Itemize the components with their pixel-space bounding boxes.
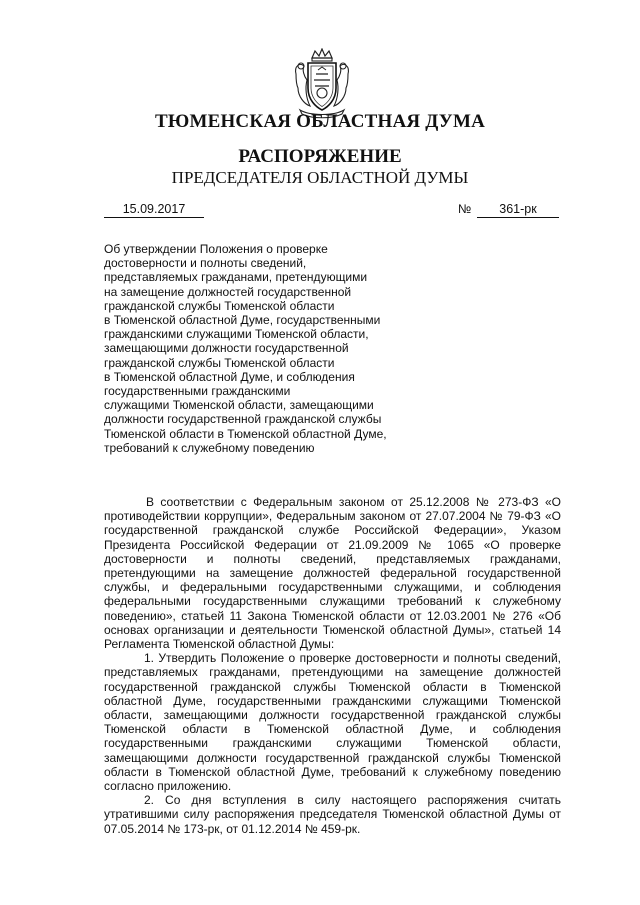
subject-line: государственными гражданскими xyxy=(104,384,291,399)
subject-line: замещающими должности государственной xyxy=(104,341,349,356)
subject-line: требований к служебному поведению xyxy=(104,440,315,455)
subject-line: в Тюменской областной Думе, и соблюдения xyxy=(104,369,355,384)
subject-line: гражданской службы Тюменской области xyxy=(104,298,335,313)
subject-line: представляемых гражданами, претендующими xyxy=(104,270,368,285)
coat-of-arms-icon xyxy=(290,48,354,120)
subject-line: Об утверждении Положения о проверке xyxy=(104,242,328,256)
document-subject xyxy=(104,242,404,455)
document-author: ПРЕДСЕДАТЕЛЯ ОБЛАСТНОЙ ДУМЫ xyxy=(171,168,469,187)
document-type: РАСПОРЯЖЕНИЕ xyxy=(238,146,402,167)
organization-title: ТЮМЕНСКАЯ ОБЛАСТНАЯ ДУМА xyxy=(154,111,485,132)
preamble-paragraph: В соответствии с Федеральным законом от 25.12.2008 № 273-ФЗ «О противодействии коррупции», Федеральным законом от 27.07.2004 № 79-ФЗ «О государственной гражданской службе Российской Федерации», Указом Президента Российской Федерации от 21.09.2009 № 1065 «О проверке достоверности и полноты сведений, представляемых гражданами, претендующими на замещение должностей федеральной государственной службы, и федеральными государственными служащими, и соблюдения федеральными государственными служащими требований к служебному поведению», статьей 11 Закона Тюменской области от 12.03.2001 № 276 «Об основах организации и деятельности Тюменской областной Думы», статьей 14 Регламента Тюменской областной Думы: xyxy=(104,495,561,652)
document-body xyxy=(104,495,561,836)
subject-line: должности государственной гражданской службы xyxy=(104,412,382,427)
subject-line: гражданскими служащими Тюменской области, xyxy=(104,327,369,342)
subject-line: достоверности и полноты сведений, xyxy=(104,256,307,271)
document-date: 15.09.2017 xyxy=(104,202,204,218)
item-1-paragraph: 1. Утвердить Положение о проверке достоверности и полноты сведений, представляемых гражданами, претендующими на замещение должностей государственной гражданской службы Тюменской области в Тюменской областной Думе, государственными гражданскими служащими Тюменской области, замещающими должности государственной гражданской службы Тюменской области в Тюменской областной Думе, и соблюдения государственными гражданскими служащими Тюменской области, замещающими должности государственной гражданской службы Тюменской области в Тюменской областной Думе, требований к служебному поведению согласно приложению. xyxy=(104,651,561,794)
subject-line: служащими Тюменской области, замещающими xyxy=(104,398,374,413)
subject-line: на замещение должностей государственной xyxy=(104,284,352,299)
item-2-paragraph: 2. Со дня вступления в силу настоящего распоряжения считать утратившими силу распоряжения председателя Тюменской областной Думы от 07.05.2014 № 173-рк, от 01.12.2014 № 459-рк. xyxy=(104,793,561,836)
subject-line: гражданской службы Тюменской области xyxy=(104,355,335,370)
document-number: 361-рк xyxy=(477,202,559,218)
subject-line: Тюменской области в Тюменской областной Думе, xyxy=(104,426,387,441)
subject-line: в Тюменской областной Думе, государственными xyxy=(104,313,381,328)
number-sign: № xyxy=(458,202,472,216)
